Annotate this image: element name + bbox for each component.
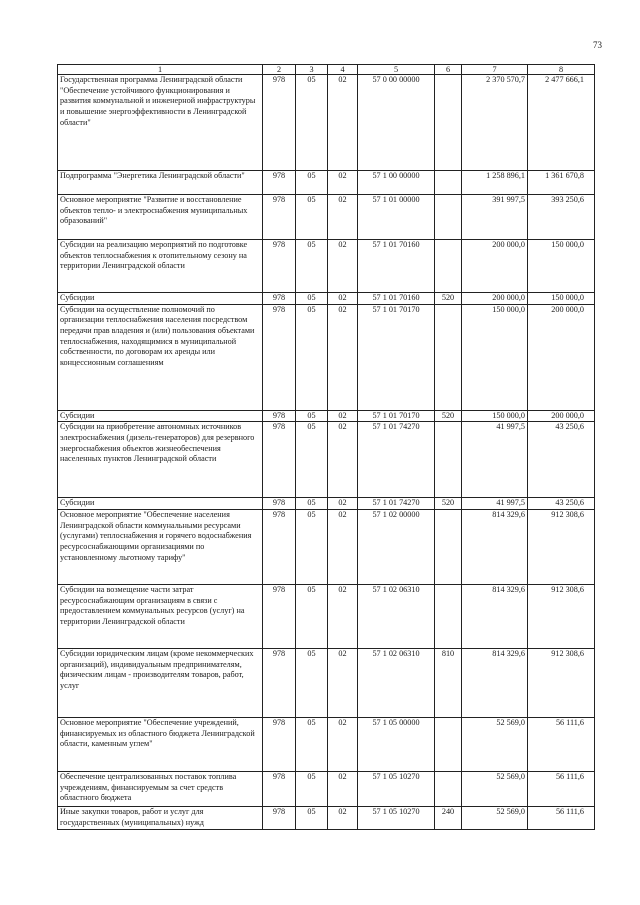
admin-code-cell: 978 bbox=[263, 195, 296, 240]
row-name-cell: Субсидии на осуществление полномочий по организации теплоснабжения населения посредством передачи прав владения и (или) пользования объектами теплоснабжения, находящимися в муниципальной собственности, по договорам их аренды или концессионным соглашениям bbox=[58, 304, 263, 410]
expense-type-cell bbox=[435, 509, 462, 584]
amount-year1-cell: 391 997,5 bbox=[462, 195, 528, 240]
column-header: 3 bbox=[296, 65, 328, 75]
amount-year2-cell: 43 250,6 bbox=[528, 422, 595, 498]
target-article-cell: 57 1 01 74270 bbox=[358, 498, 435, 510]
expense-type-cell bbox=[435, 717, 462, 771]
amount-year1-cell: 150 000,0 bbox=[462, 410, 528, 422]
column-header: 8 bbox=[528, 65, 595, 75]
admin-code-cell: 978 bbox=[263, 498, 296, 510]
amount-year2-cell: 393 250,6 bbox=[528, 195, 595, 240]
section-code-cell: 05 bbox=[296, 410, 328, 422]
section-code-cell: 05 bbox=[296, 304, 328, 410]
table-row bbox=[58, 648, 595, 717]
target-article-cell: 57 1 00 00000 bbox=[358, 171, 435, 195]
expense-type-cell bbox=[435, 75, 462, 171]
target-article-cell: 57 1 01 74270 bbox=[358, 422, 435, 498]
amount-year2-cell: 1 361 670,8 bbox=[528, 171, 595, 195]
table-row bbox=[58, 304, 595, 410]
section-code-cell: 05 bbox=[296, 806, 328, 829]
amount-year1-cell: 52 569,0 bbox=[462, 717, 528, 771]
subsection-code-cell: 02 bbox=[328, 498, 358, 510]
amount-year2-cell: 2 477 666,1 bbox=[528, 75, 595, 171]
amount-year2-cell: 912 308,6 bbox=[528, 584, 595, 648]
expense-type-cell: 520 bbox=[435, 293, 462, 305]
target-article-cell: 57 1 01 00000 bbox=[358, 195, 435, 240]
row-name-cell: Субсидии bbox=[58, 410, 263, 422]
amount-year1-cell: 41 997,5 bbox=[462, 422, 528, 498]
subsection-code-cell: 02 bbox=[328, 195, 358, 240]
column-header: 1 bbox=[58, 65, 263, 75]
row-name-cell: Основное мероприятие "Развитие и восстановление объектов тепло- и электроснабжения муниципальных образований" bbox=[58, 195, 263, 240]
table-row bbox=[58, 75, 595, 171]
target-article-cell: 57 1 02 00000 bbox=[358, 509, 435, 584]
amount-year1-cell: 814 329,6 bbox=[462, 509, 528, 584]
admin-code-cell: 978 bbox=[263, 304, 296, 410]
expense-type-cell: 520 bbox=[435, 410, 462, 422]
table-row bbox=[58, 410, 595, 422]
expense-type-cell bbox=[435, 771, 462, 806]
subsection-code-cell: 02 bbox=[328, 422, 358, 498]
amount-year1-cell: 41 997,5 bbox=[462, 498, 528, 510]
amount-year1-cell: 150 000,0 bbox=[462, 304, 528, 410]
subsection-code-cell: 02 bbox=[328, 717, 358, 771]
subsection-code-cell: 02 bbox=[328, 509, 358, 584]
subsection-code-cell: 02 bbox=[328, 171, 358, 195]
expense-type-cell bbox=[435, 240, 462, 293]
subsection-code-cell: 02 bbox=[328, 75, 358, 171]
row-name-cell: Субсидии юридическим лицам (кроме некоммерческих организаций), индивидуальным предпринимателям, физическим лицам - производителям товаров, работ, услуг bbox=[58, 648, 263, 717]
amount-year2-cell: 200 000,0 bbox=[528, 304, 595, 410]
amount-year1-cell: 52 569,0 bbox=[462, 771, 528, 806]
table-row bbox=[58, 717, 595, 771]
budget-table bbox=[57, 64, 595, 830]
table-row bbox=[58, 498, 595, 510]
subsection-code-cell: 02 bbox=[328, 806, 358, 829]
admin-code-cell: 978 bbox=[263, 717, 296, 771]
amount-year1-cell: 52 569,0 bbox=[462, 806, 528, 829]
section-code-cell: 05 bbox=[296, 75, 328, 171]
admin-code-cell: 978 bbox=[263, 422, 296, 498]
amount-year2-cell: 150 000,0 bbox=[528, 293, 595, 305]
admin-code-cell: 978 bbox=[263, 771, 296, 806]
amount-year2-cell: 56 111,6 bbox=[528, 717, 595, 771]
target-article-cell: 57 1 01 70170 bbox=[358, 410, 435, 422]
expense-type-cell bbox=[435, 584, 462, 648]
amount-year2-cell: 200 000,0 bbox=[528, 410, 595, 422]
target-article-cell: 57 0 00 00000 bbox=[358, 75, 435, 171]
row-name-cell: Субсидии bbox=[58, 498, 263, 510]
admin-code-cell: 978 bbox=[263, 75, 296, 171]
table-header-row bbox=[58, 65, 595, 75]
row-name-cell: Подпрограмма "Энергетика Ленинградской области" bbox=[58, 171, 263, 195]
admin-code-cell: 978 bbox=[263, 293, 296, 305]
section-code-cell: 05 bbox=[296, 584, 328, 648]
table-row bbox=[58, 771, 595, 806]
column-header: 4 bbox=[328, 65, 358, 75]
amount-year1-cell: 200 000,0 bbox=[462, 293, 528, 305]
amount-year2-cell: 150 000,0 bbox=[528, 240, 595, 293]
admin-code-cell: 978 bbox=[263, 410, 296, 422]
subsection-code-cell: 02 bbox=[328, 293, 358, 305]
admin-code-cell: 978 bbox=[263, 648, 296, 717]
admin-code-cell: 978 bbox=[263, 806, 296, 829]
column-header: 7 bbox=[462, 65, 528, 75]
row-name-cell: Иные закупки товаров, работ и услуг для государственных (муниципальных) нужд bbox=[58, 806, 263, 829]
table-row bbox=[58, 422, 595, 498]
target-article-cell: 57 1 01 70160 bbox=[358, 293, 435, 305]
amount-year1-cell: 200 000,0 bbox=[462, 240, 528, 293]
amount-year2-cell: 912 308,6 bbox=[528, 509, 595, 584]
amount-year1-cell: 814 329,6 bbox=[462, 648, 528, 717]
expense-type-cell: 240 bbox=[435, 806, 462, 829]
column-header: 6 bbox=[435, 65, 462, 75]
expense-type-cell: 810 bbox=[435, 648, 462, 717]
target-article-cell: 57 1 02 06310 bbox=[358, 584, 435, 648]
row-name-cell: Основное мероприятие "Обеспечение учреждений, финансируемых из областного бюджета Ленинградской области, каменным углем" bbox=[58, 717, 263, 771]
expense-type-cell bbox=[435, 422, 462, 498]
table-row bbox=[58, 195, 595, 240]
row-name-cell: Основное мероприятие "Обеспечение населения Ленинградской области коммунальными ресурсами (услугами) теплоснабжения и горячего водоснабжения ресурсоснабжающими организациями по установленному льготному тарифу" bbox=[58, 509, 263, 584]
target-article-cell: 57 1 05 00000 bbox=[358, 717, 435, 771]
amount-year1-cell: 814 329,6 bbox=[462, 584, 528, 648]
admin-code-cell: 978 bbox=[263, 240, 296, 293]
amount-year2-cell: 912 308,6 bbox=[528, 648, 595, 717]
section-code-cell: 05 bbox=[296, 240, 328, 293]
target-article-cell: 57 1 02 06310 bbox=[358, 648, 435, 717]
row-name-cell: Государственная программа Ленинградской области "Обеспечение устойчивого функционирования и развития коммунальной и инженерной инфраструктуры и повышение энергоэффективности в Ленинградской области" bbox=[58, 75, 263, 171]
column-header: 2 bbox=[263, 65, 296, 75]
table-row bbox=[58, 509, 595, 584]
subsection-code-cell: 02 bbox=[328, 584, 358, 648]
admin-code-cell: 978 bbox=[263, 584, 296, 648]
table-row bbox=[58, 171, 595, 195]
section-code-cell: 05 bbox=[296, 293, 328, 305]
column-header: 5 bbox=[358, 65, 435, 75]
row-name-cell: Обеспечение централизованных поставок топлива учреждениям, финансируемым за счет средств областного бюджета bbox=[58, 771, 263, 806]
subsection-code-cell: 02 bbox=[328, 304, 358, 410]
table-row bbox=[58, 584, 595, 648]
amount-year2-cell: 43 250,6 bbox=[528, 498, 595, 510]
section-code-cell: 05 bbox=[296, 717, 328, 771]
amount-year1-cell: 2 370 570,7 bbox=[462, 75, 528, 171]
expense-type-cell bbox=[435, 195, 462, 240]
expense-type-cell bbox=[435, 171, 462, 195]
table-row bbox=[58, 240, 595, 293]
section-code-cell: 05 bbox=[296, 771, 328, 806]
amount-year2-cell: 56 111,6 bbox=[528, 771, 595, 806]
subsection-code-cell: 02 bbox=[328, 240, 358, 293]
section-code-cell: 05 bbox=[296, 195, 328, 240]
section-code-cell: 05 bbox=[296, 422, 328, 498]
row-name-cell: Субсидии на реализацию мероприятий по подготовке объектов теплоснабжения к отопительному сезону на территории Ленинградской области bbox=[58, 240, 263, 293]
target-article-cell: 57 1 05 10270 bbox=[358, 806, 435, 829]
subsection-code-cell: 02 bbox=[328, 771, 358, 806]
admin-code-cell: 978 bbox=[263, 509, 296, 584]
section-code-cell: 05 bbox=[296, 171, 328, 195]
target-article-cell: 57 1 05 10270 bbox=[358, 771, 435, 806]
section-code-cell: 05 bbox=[296, 648, 328, 717]
section-code-cell: 05 bbox=[296, 509, 328, 584]
admin-code-cell: 978 bbox=[263, 171, 296, 195]
target-article-cell: 57 1 01 70170 bbox=[358, 304, 435, 410]
expense-type-cell: 520 bbox=[435, 498, 462, 510]
table-row bbox=[58, 293, 595, 305]
amount-year1-cell: 1 258 896,1 bbox=[462, 171, 528, 195]
page-number: 73 bbox=[593, 40, 602, 50]
row-name-cell: Субсидии bbox=[58, 293, 263, 305]
row-name-cell: Субсидии на возмещение части затрат ресурсоснабжающим организациям в связи с предоставлением коммунальных ресурсов (услуг) на территории Ленинградской области bbox=[58, 584, 263, 648]
table-row bbox=[58, 806, 595, 829]
section-code-cell: 05 bbox=[296, 498, 328, 510]
expense-type-cell bbox=[435, 304, 462, 410]
target-article-cell: 57 1 01 70160 bbox=[358, 240, 435, 293]
subsection-code-cell: 02 bbox=[328, 410, 358, 422]
amount-year2-cell: 56 111,6 bbox=[528, 806, 595, 829]
subsection-code-cell: 02 bbox=[328, 648, 358, 717]
row-name-cell: Субсидии на приобретение автономных источников электроснабжения (дизель-генераторов) для резервного энергоснабжения объектов жизнеобеспечения населенных пунктов Ленинградской области bbox=[58, 422, 263, 498]
